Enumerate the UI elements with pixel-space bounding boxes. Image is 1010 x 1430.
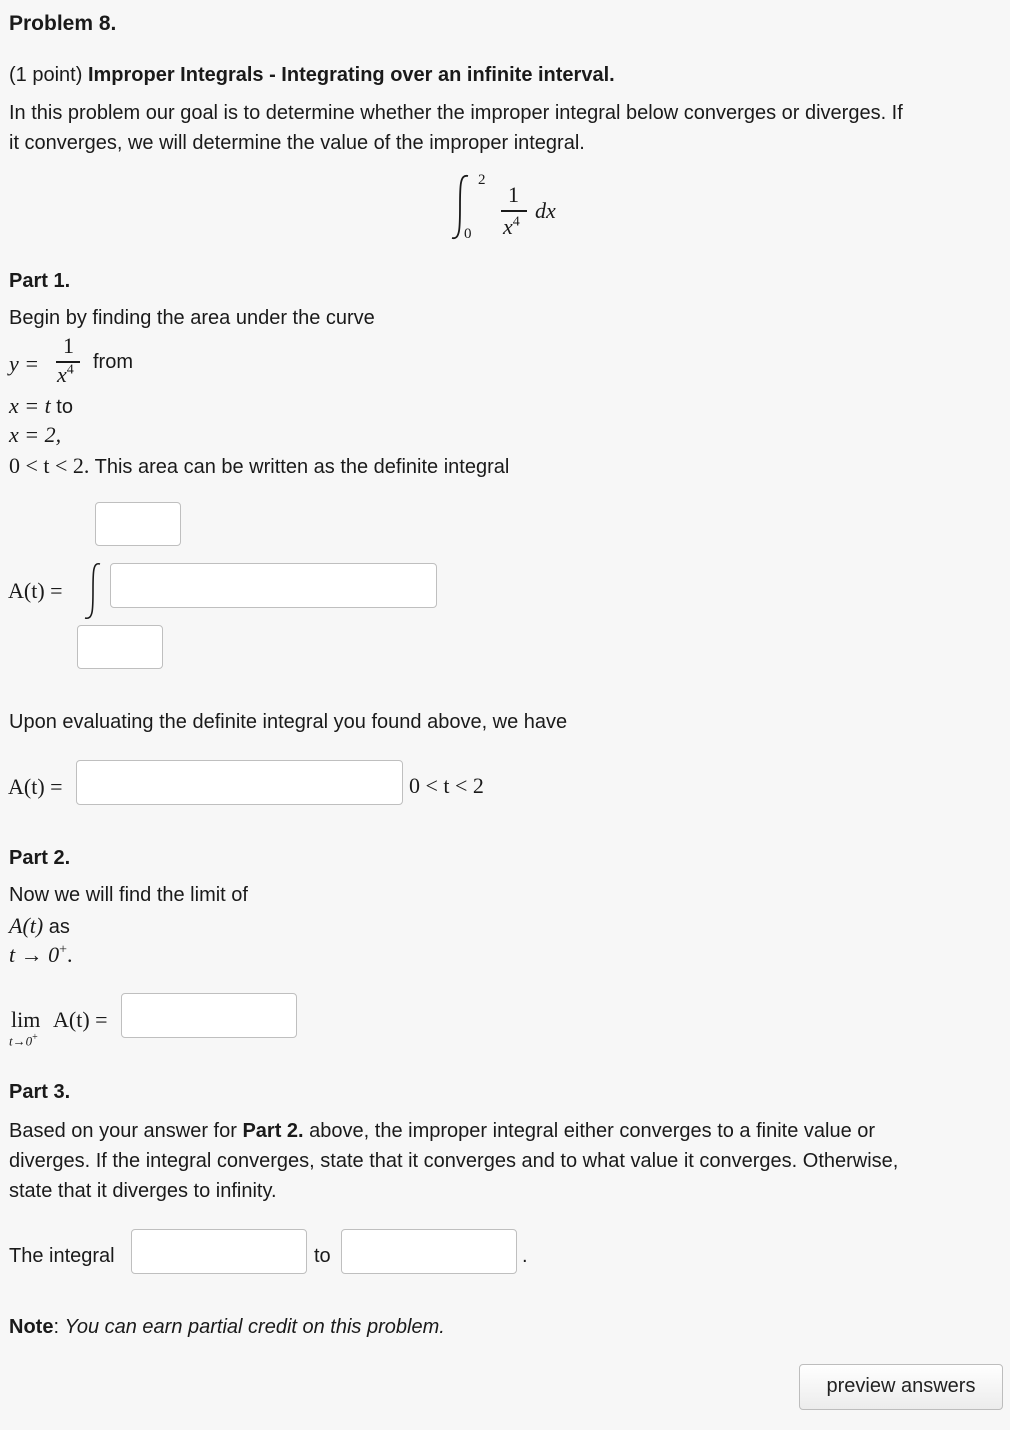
part2-label: Part 2. <box>9 847 71 869</box>
limit-input[interactable] <box>121 993 297 1038</box>
part3-line-1: Based on your answer for Part 2. above, the improper integral either converges to a finite value or <box>9 1120 876 1142</box>
points-label: (1 point) <box>9 64 83 86</box>
upper-limit-input[interactable] <box>95 502 181 546</box>
to-label: to <box>314 1245 331 1267</box>
main-denominator: $x^4$ <box>503 214 520 239</box>
part2-at-line: A(t) as <box>9 913 70 938</box>
integral-sign-input <box>80 560 106 624</box>
at-label: A(t) = <box>8 578 63 603</box>
part1-y-eq: y = <box>9 351 40 376</box>
lim-subscript: t→0+ <box>9 1032 38 1049</box>
problem-title: Problem 8. <box>9 12 117 35</box>
at-label-2: A(t) = <box>8 774 63 799</box>
part1-text1: Begin by finding the area under the curve <box>9 307 375 329</box>
integral-label: The integral <box>9 1245 115 1267</box>
intro-line-2: it converges, we will determine the value of the improper integral. <box>9 132 585 154</box>
problem-heading <box>9 64 615 87</box>
note: Note: You can earn partial credit on this problem. <box>9 1316 445 1338</box>
part1-label: Part 1. <box>9 270 71 292</box>
part1-frac-num: 1 <box>63 333 74 358</box>
heading-text: Improper Integrals - Integrating over an infinite interval. <box>87 64 615 86</box>
at-evaluated-input[interactable] <box>76 760 403 805</box>
part1-from: from <box>93 351 133 373</box>
main-differential: dx <box>535 198 556 223</box>
part3-line-2: diverges. If the integral converges, state that it converges and to what value it converges. Otherwise, <box>9 1150 899 1172</box>
part1-line-x-t: x = t to <box>9 393 73 418</box>
part1-frac-den: $x^4$ <box>57 362 74 387</box>
part1-line-x-2: x = 2, <box>9 422 62 447</box>
integral-sign <box>448 172 478 244</box>
integrand-input[interactable] <box>110 563 437 608</box>
part2-approach: t → 0+. <box>9 942 73 967</box>
main-numerator: 1 <box>508 182 519 207</box>
preview-answers-button[interactable]: preview answers <box>799 1364 1003 1410</box>
converge-value-input[interactable] <box>341 1229 517 1274</box>
part3-label: Part 3. <box>9 1081 71 1103</box>
part2-text1: Now we will find the limit of <box>9 884 248 906</box>
lower-limit-input[interactable] <box>77 625 163 669</box>
end-period: . <box>522 1245 528 1267</box>
lim-word: lim <box>11 1007 41 1032</box>
lim-expression: A(t) = <box>53 1007 108 1032</box>
main-lower-limit: 0 <box>464 226 472 242</box>
main-upper-limit: 2 <box>478 172 486 188</box>
converge-diverge-input[interactable] <box>131 1229 307 1274</box>
part3-line-3: state that it diverges to infinity. <box>9 1180 277 1202</box>
range-2: 0 < t < 2 <box>409 773 484 798</box>
eval-text: Upon evaluating the definite integral you found above, we have <box>9 711 568 733</box>
intro-line-1: In this problem our goal is to determine whether the improper integral below converges or diverges. If <box>9 102 903 124</box>
part1-range-line: 0 < t < 2. This area can be written as the definite integral <box>9 453 510 478</box>
main-fraction-bar <box>501 210 527 212</box>
